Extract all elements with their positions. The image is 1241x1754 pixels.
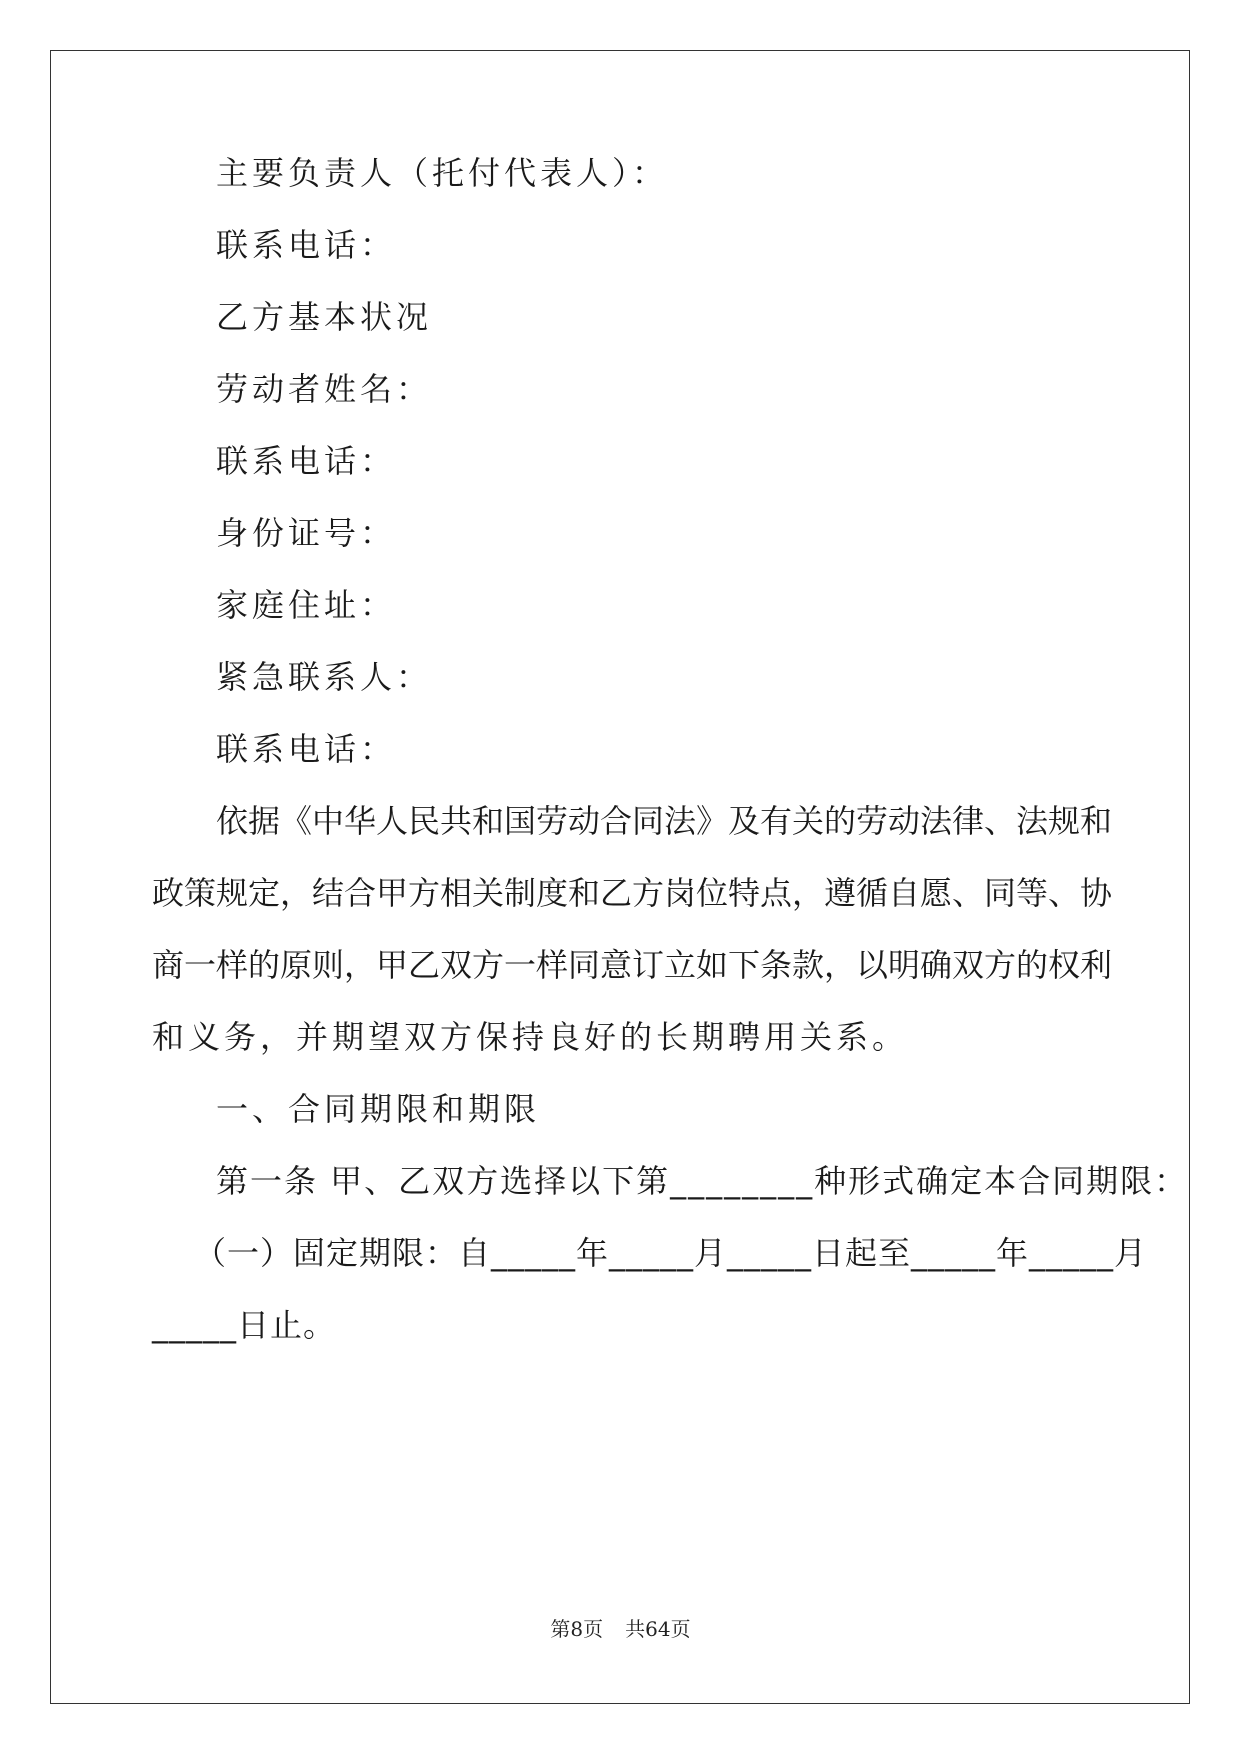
- responsible-person-label: 主要负责人（托付代表人）：: [216, 154, 669, 192]
- paragraph-line-1: 依据《中华人民共和国劳动合同法》及有关的劳动法律、法规和: [216, 802, 1113, 840]
- section-heading: 一、合同期限和期限: [216, 1090, 541, 1128]
- fixed-term-line-1: （一）固定期限：自_____年_____月_____日起至_____年_____月: [194, 1234, 1148, 1272]
- paragraph-line-2: 政策规定，结合甲方相关制度和乙方岗位特点，遵循自愿、同等、协: [152, 874, 1113, 912]
- page-footer: [0, 1616, 1241, 1642]
- id-number-label: 身份证号：: [216, 514, 397, 552]
- party-b-heading: 乙方基本状况: [216, 298, 433, 336]
- home-address-label: 家庭住址：: [216, 586, 397, 624]
- total-pages: 共64页: [625, 1617, 691, 1641]
- emergency-contact-label: 紧急联系人：: [216, 658, 433, 696]
- paragraph-line-4: 和义务，并期望双方保持良好的长期聘用关系。: [152, 1018, 909, 1056]
- party-a-phone-label: 联系电话：: [216, 226, 397, 264]
- emergency-phone-label: 联系电话：: [216, 730, 397, 768]
- worker-name-label: 劳动者姓名：: [216, 370, 433, 408]
- page-number: 第8页: [550, 1617, 604, 1641]
- article-1: 第一条 甲、乙双方选择以下第________种形式确定本合同期限：: [216, 1162, 1189, 1200]
- fixed-term-line-2: _____日止。: [152, 1306, 337, 1344]
- party-b-phone-label: 联系电话：: [216, 442, 397, 480]
- paragraph-line-3: 商一样的原则，甲乙双方一样同意订立如下条款，以明确双方的权利: [152, 946, 1113, 984]
